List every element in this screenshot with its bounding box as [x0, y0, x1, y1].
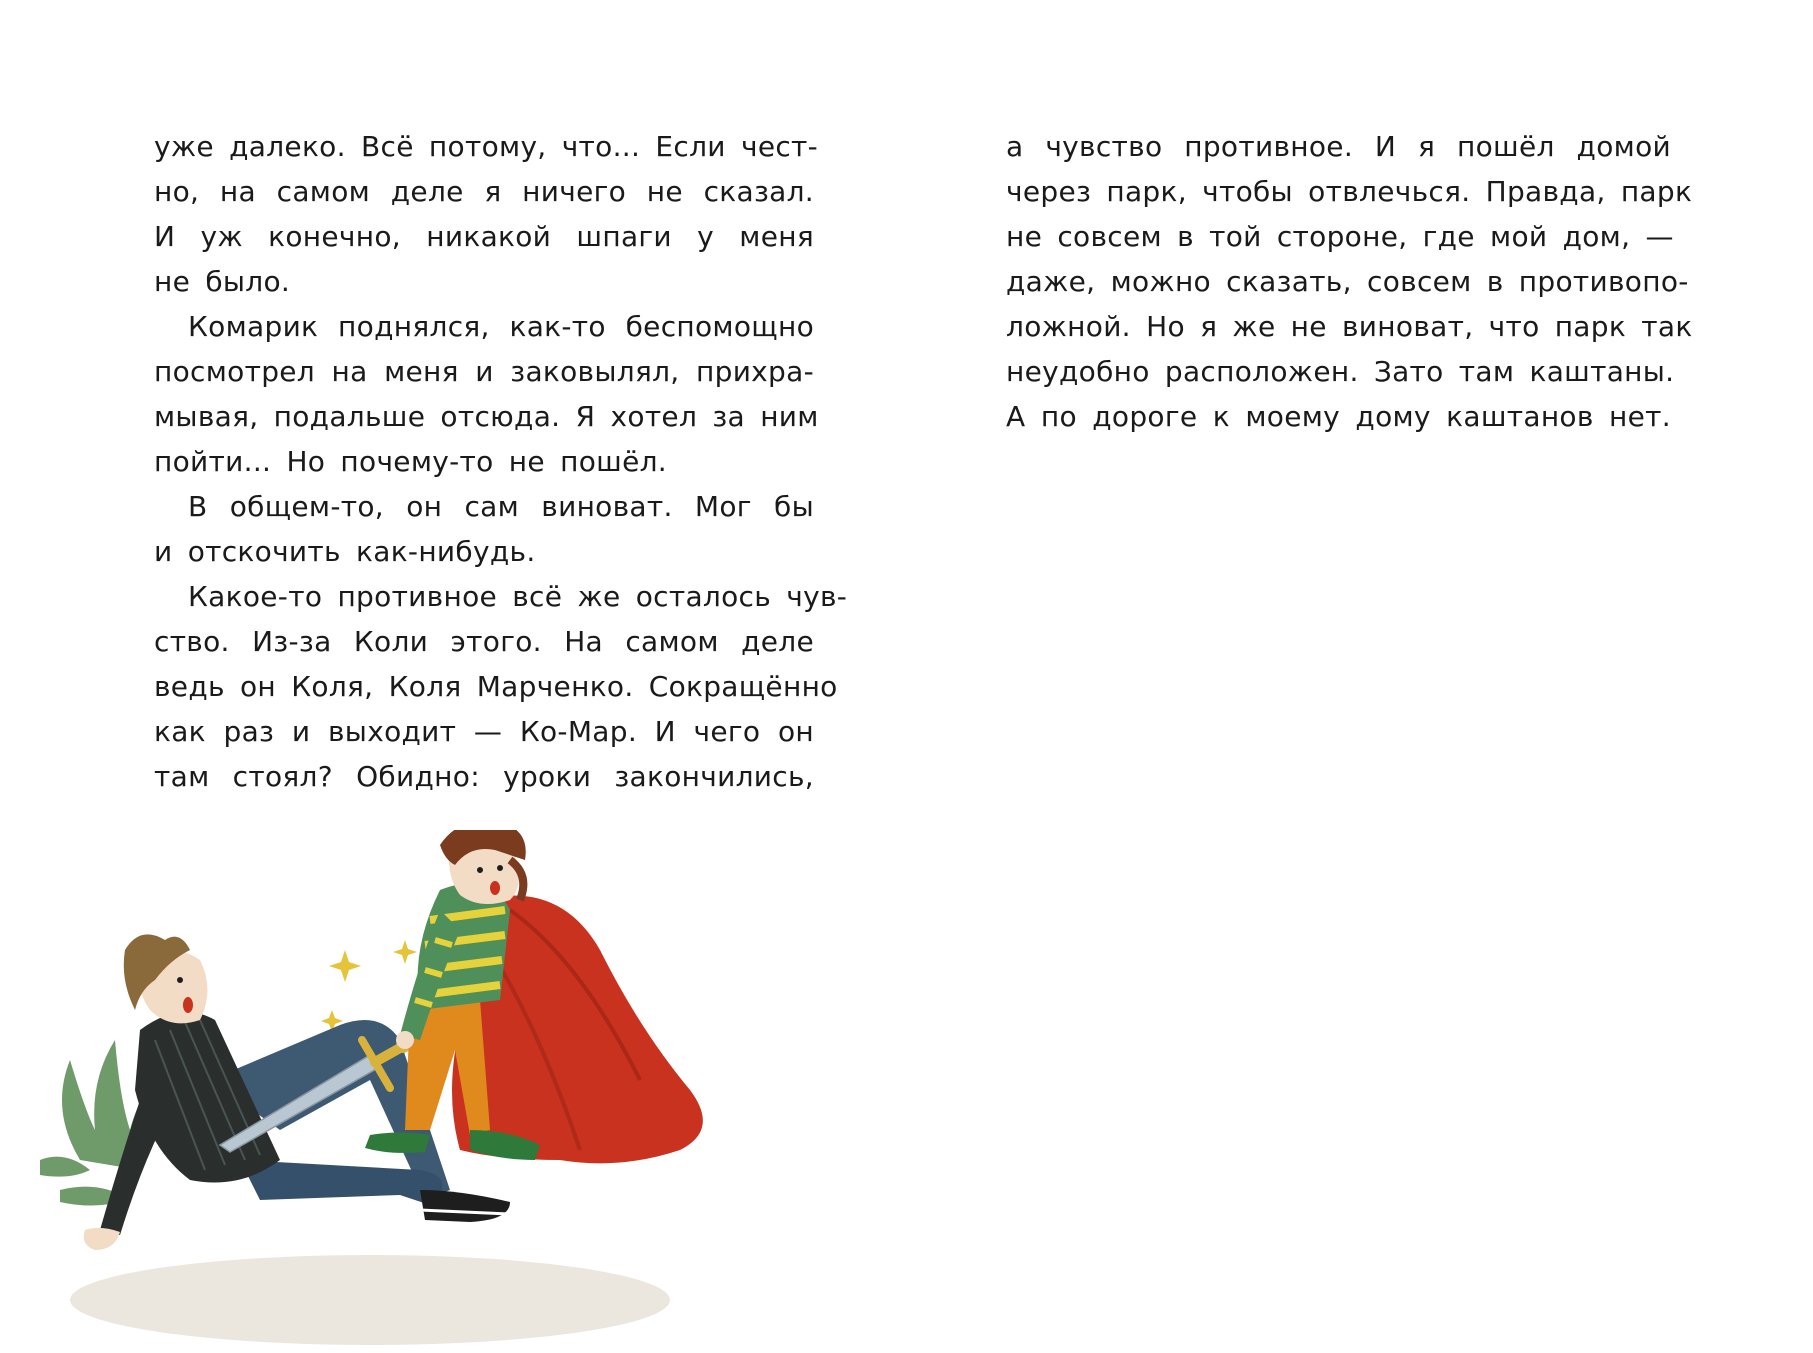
text-line: но, на самом деле я ничего не сказал.	[154, 175, 814, 208]
text-line: не было.	[154, 265, 291, 298]
text-line: пойти... Но почему-то не пошёл.	[154, 445, 667, 478]
text-line: там стоял? Обидно: уроки закончились,	[154, 760, 814, 793]
book-illustration	[40, 830, 840, 1353]
text-line: уже далеко. Всё потому, что... Если чест-	[154, 130, 819, 163]
text-line: ство. Из-за Коли этого. На самом деле	[154, 625, 814, 658]
text-line: ложной. Но я же не виноват, что парк так	[1006, 310, 1693, 343]
right-page	[906, 0, 1812, 1353]
text-line: И уж конечно, никакой шпаги у меня	[154, 220, 814, 253]
text-line: В общем-то, он сам виноват. Мог бы	[188, 490, 814, 523]
left-page	[0, 0, 906, 1353]
text-line: и отскочить как-нибудь.	[154, 535, 536, 568]
ground-shadow	[70, 1255, 670, 1345]
text-line: не совсем в той стороне, где мой дом, —	[1006, 220, 1674, 253]
right-page-text	[1006, 124, 1693, 439]
text-line: через парк, чтобы отвлечься. Правда, парк	[1006, 175, 1693, 208]
text-line: неудобно расположен. Зато там каштаны.	[1006, 355, 1675, 388]
text-line: А по дороге к моему дому каштанов нет.	[1006, 400, 1671, 433]
text-line: как раз и выходит — Ко-Мар. И чего он	[154, 715, 814, 748]
text-line: посмотрел на меня и заковылял, прихра-	[154, 355, 814, 388]
text-line: а чувство противное. И я пошёл домой	[1006, 130, 1671, 163]
text-line: Комарик поднялся, как-то беспомощно	[188, 310, 814, 343]
text-line: Какое-то противное всё же осталось чув-	[188, 580, 848, 613]
left-page-text	[154, 124, 848, 799]
text-line: даже, можно сказать, совсем в противопо-	[1006, 265, 1689, 298]
text-line: мывая, подальше отсюда. Я хотел за ним	[154, 400, 819, 433]
text-line: ведь он Коля, Коля Марченко. Сокращённо	[154, 670, 838, 703]
